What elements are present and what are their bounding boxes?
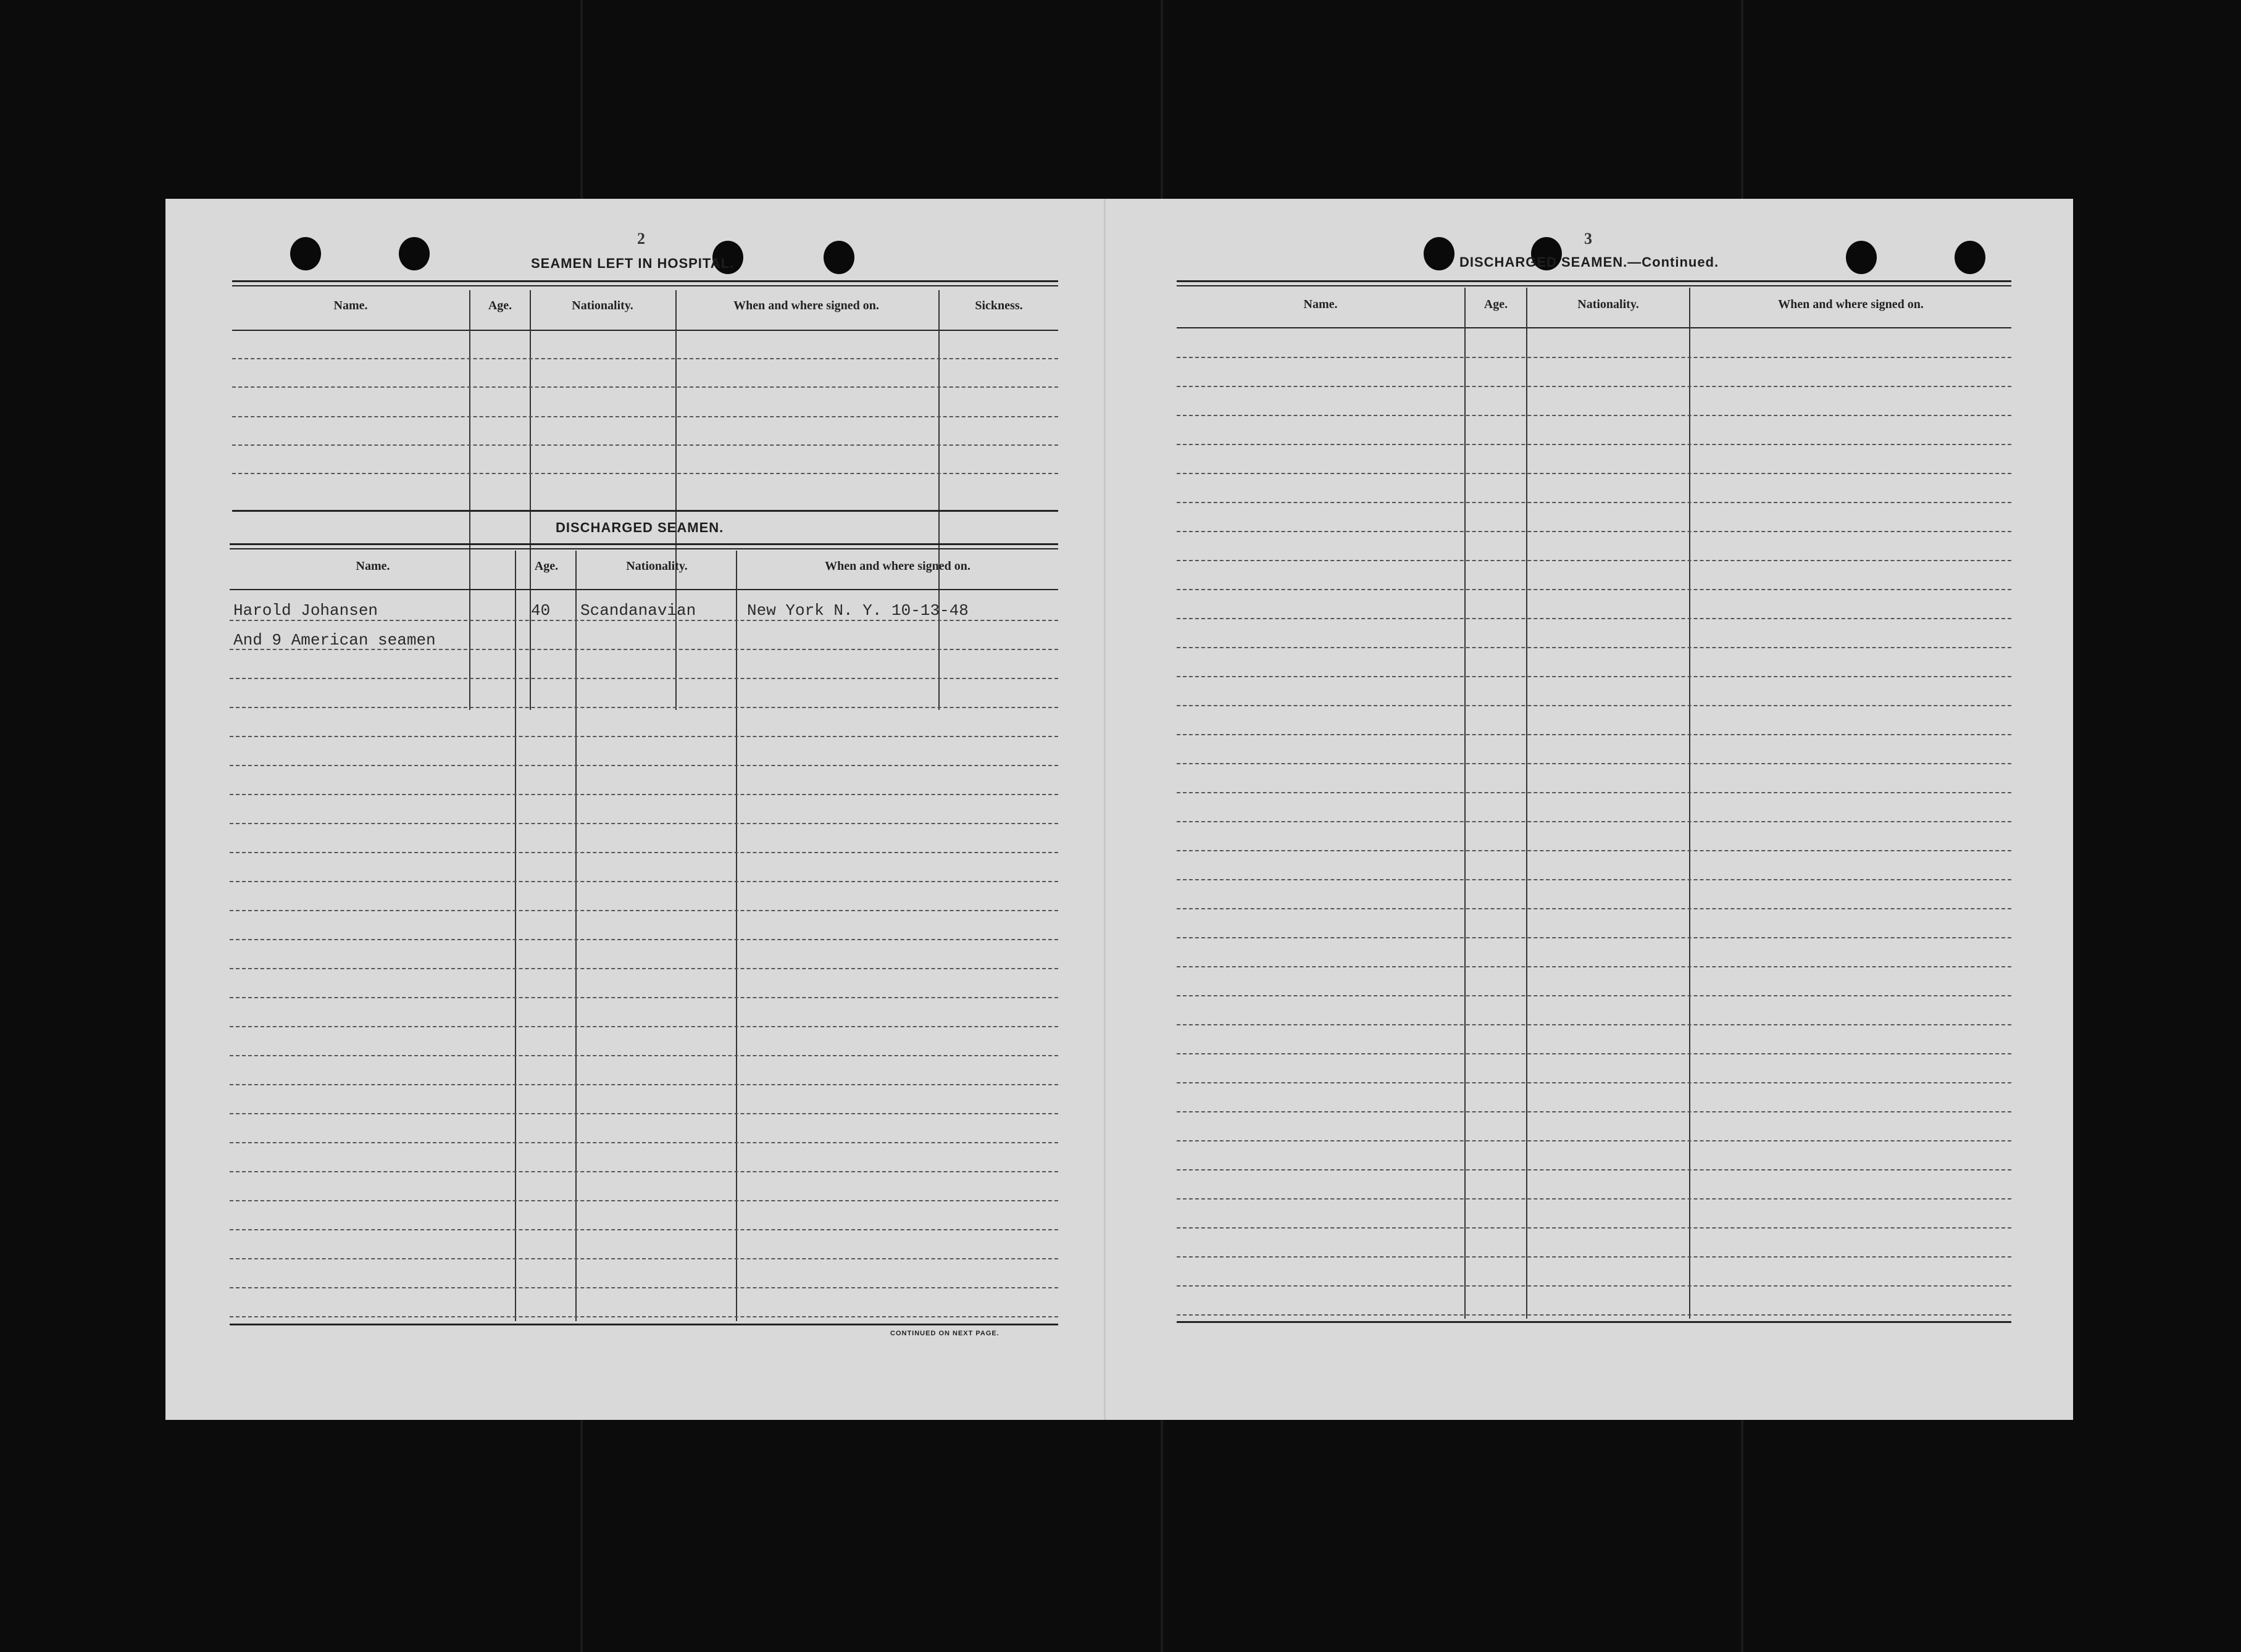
ledger-sheet [165,199,2073,1420]
discharged-col-nationality: Nationality. [626,559,688,573]
punch-hole [1424,237,1454,270]
entry-age: 40 [531,601,551,620]
ruled-row-line [230,707,1058,708]
ruled-row-line [1177,705,2011,706]
hospital-header-rule [232,330,1058,331]
ruled-row-line [1177,1314,2011,1316]
ruled-row-line [230,1026,1058,1027]
ruled-row-line [1177,1082,2011,1083]
ruled-row-line [230,1316,1058,1317]
hospital-col-age: Age. [488,299,512,312]
ruled-row-line [230,910,1058,911]
ruled-row-line [230,1200,1058,1201]
ruled-row-line [1177,821,2011,822]
hospital-section-title: SEAMEN LEFT IN HOSPITAL. [531,256,735,271]
discharged-col-name: Name. [356,559,390,573]
entry-name: And 9 American seamen [233,631,436,649]
ruled-row-line [230,649,1058,650]
punch-hole [290,237,321,270]
ruled-row-line [1177,1227,2011,1229]
ruled-row-line [1177,386,2011,387]
ruled-row-line [230,968,1058,969]
hospital-top-rule [232,280,1058,282]
right-col-divider [1689,288,1690,1319]
discharged-col-divider [736,551,737,1321]
ruled-row-line [1177,618,2011,619]
right-col-age: Age. [1484,298,1508,311]
ruled-row-line [1177,966,2011,967]
ruled-row-line [230,620,1058,621]
hospital-col-divider [530,290,531,710]
discharged-col-divider [515,551,516,1321]
ruled-row-line [1177,763,2011,764]
discharged-bottom-rule [230,1324,1058,1325]
ruled-row-line [230,1258,1058,1259]
ruled-row-line [1177,1140,2011,1141]
hospital-col-divider [469,290,470,710]
punch-hole [824,241,854,274]
discharged-section-title: DISCHARGED SEAMEN. [556,520,724,535]
entry-nationality: Scandanavian [580,601,696,620]
ruled-row-line [230,1229,1058,1230]
ruled-row-line [230,678,1058,679]
ruled-row-line [1177,937,2011,938]
entry-signed-on: New York N. Y. 10-13-48 [747,601,969,620]
right-col-signed-on: When and where signed on. [1778,298,1924,311]
punch-hole [1846,241,1877,274]
discharged-header-rule [230,589,1058,590]
ruled-row-line [1177,1111,2011,1112]
hospital-row-line [232,416,1058,417]
ruled-row-line [230,1142,1058,1143]
ruled-row-line [1177,676,2011,677]
ruled-row-line [230,765,1058,766]
hospital-col-sickness: Sickness. [975,299,1023,312]
ruled-row-line [230,1055,1058,1056]
hospital-row-line [232,386,1058,388]
punch-hole [399,237,430,270]
hospital-top-rule-2 [232,285,1058,286]
ruled-row-line [230,1171,1058,1172]
ruled-row-line [1177,995,2011,996]
discharged-top-rule-2 [230,548,1058,549]
right-col-nationality: Nationality. [1577,298,1639,311]
ruled-row-line [1177,792,2011,793]
entry-name: Harold Johansen [233,601,378,620]
punch-hole [1955,241,1985,274]
discharged-top-rule [230,543,1058,545]
hospital-col-nationality: Nationality. [572,299,633,312]
ruled-row-line [230,852,1058,853]
ruled-row-line [1177,1198,2011,1199]
ruled-row-line [1177,734,2011,735]
right-col-name: Name. [1303,298,1338,311]
page-number-right: 3 [1584,230,1592,248]
hospital-col-signed-on: When and where signed on. [733,299,879,312]
right-col-divider [1526,288,1527,1319]
ruled-row-line [230,997,1058,998]
right-bottom-rule [1177,1321,2011,1323]
right-section-title: DISCHARGED SEAMEN.—Continued. [1459,254,1719,270]
hospital-col-divider [938,290,940,710]
discharged-col-age: Age. [534,559,559,573]
discharged-col-divider [575,551,577,1321]
ruled-row-line [1177,473,2011,474]
hospital-row-line [232,358,1058,359]
ruled-row-line [1177,1024,2011,1025]
hospital-bottom-rule [232,510,1058,512]
hospital-col-name: Name. [333,299,368,312]
ruled-row-line [1177,647,2011,648]
ruled-row-line [1177,1169,2011,1170]
ruled-row-line [1177,879,2011,880]
center-fold [1104,199,1106,1420]
ruled-row-line [1177,560,2011,561]
ruled-row-line [1177,357,2011,358]
ruled-row-line [230,823,1058,824]
ruled-row-line [1177,589,2011,590]
hospital-row-line [232,444,1058,446]
ruled-row-line [1177,1285,2011,1287]
ruled-row-line [1177,1256,2011,1258]
ruled-row-line [230,1287,1058,1288]
ruled-row-line [1177,850,2011,851]
right-header-rule [1177,327,2011,328]
page-number-left: 2 [637,230,645,248]
ruled-row-line [230,939,1058,940]
ruled-row-line [230,1084,1058,1085]
right-col-divider [1464,288,1466,1319]
ruled-row-line [1177,415,2011,416]
ruled-row-line [230,736,1058,737]
ruled-row-line [230,794,1058,795]
ruled-row-line [1177,908,2011,909]
right-top-rule [1177,280,2011,282]
ruled-row-line [230,1113,1058,1114]
ruled-row-line [230,881,1058,882]
ruled-row-line [1177,444,2011,445]
hospital-col-divider [675,290,677,710]
hospital-row-line [232,473,1058,474]
discharged-col-signed-on: When and where signed on. [825,559,970,573]
right-top-rule-2 [1177,285,2011,286]
ruled-row-line [1177,1053,2011,1054]
continued-note: CONTINUED ON NEXT PAGE. [890,1330,999,1337]
ruled-row-line [1177,502,2011,503]
ruled-row-line [1177,531,2011,532]
